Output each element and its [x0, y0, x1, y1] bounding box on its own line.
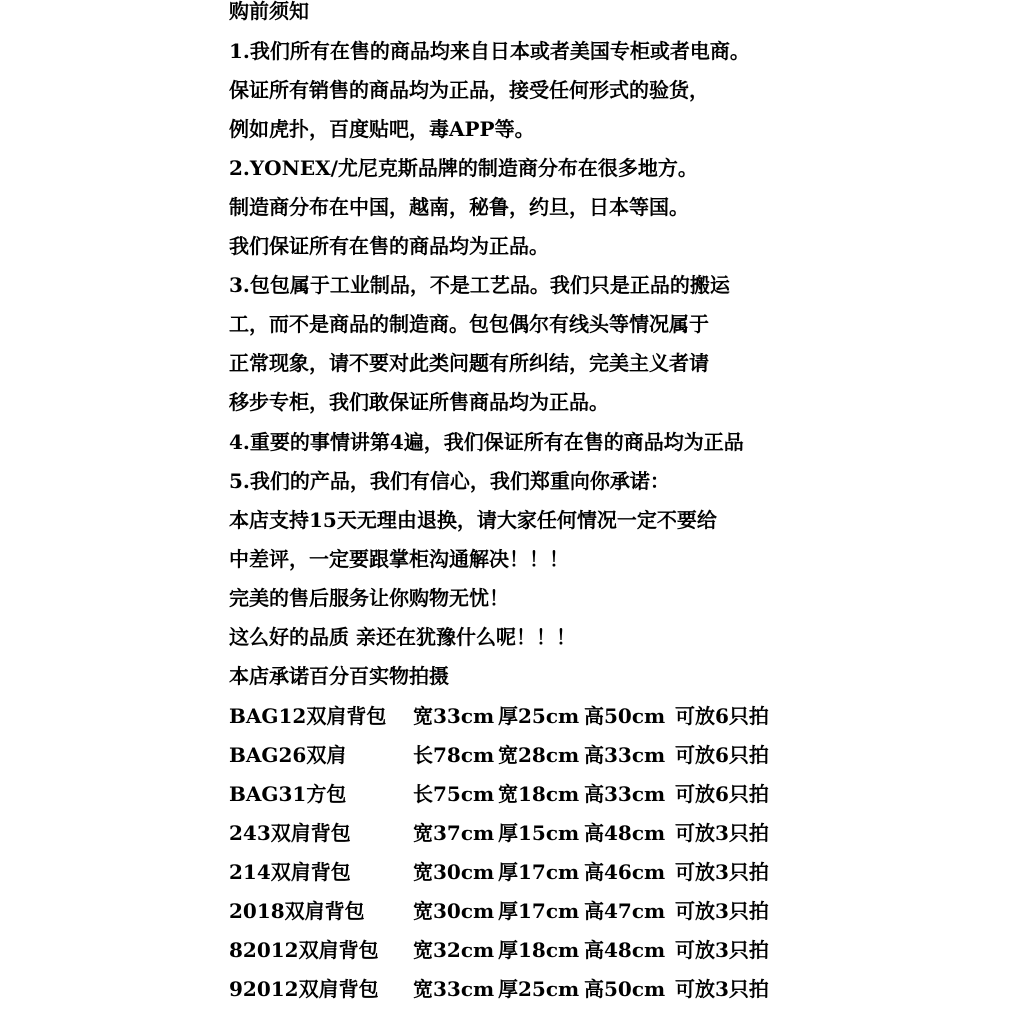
spec-dimension: 高50cm [584, 977, 666, 1001]
spec-row [229, 814, 1024, 853]
spec-dimension: 宽28cm [498, 743, 580, 767]
spec-model: BAG12双肩背包 [229, 704, 387, 728]
notice-title: 购前须知 [229, 0, 309, 23]
spec-row [229, 931, 1024, 970]
spec-dimension: 高48cm [584, 938, 666, 962]
notice-line: 例如虎扑，百度贴吧，毒APP等。 [229, 117, 535, 141]
spec-model: 2018双肩背包 [229, 899, 365, 923]
spec-dimension: 高33cm [584, 782, 666, 806]
spec-model: 243双肩背包 [229, 821, 351, 845]
notice-line: 这么好的品质 亲还在犹豫什么呢！！！ [229, 625, 576, 649]
spec-dimension: 长78cm [413, 743, 495, 767]
spec-dimension: 高33cm [584, 743, 666, 767]
spec-row [229, 736, 1024, 775]
notice-line: 工，而不是商品的制造商。包包偶尔有线头等情况属于 [229, 312, 709, 336]
spec-dimension: 厚25cm [498, 977, 580, 1001]
notice-line: 5.我们的产品，我们有信心，我们郑重向你承诺： [229, 469, 670, 493]
spec-dimension: 宽33cm [413, 704, 495, 728]
notice-line: 完美的售后服务让你购物无忧！ [229, 586, 509, 610]
spec-row [229, 970, 1024, 1009]
spec-capacity: 可放3只拍 [675, 899, 769, 923]
spec-row [229, 892, 1024, 931]
spec-dimension: 厚17cm [498, 899, 580, 923]
spec-dimension: 厚15cm [498, 821, 580, 845]
spec-dimension: 高48cm [584, 821, 666, 845]
spec-dimension: 高46cm [584, 860, 666, 884]
spec-model: 82012双肩背包 [229, 938, 379, 962]
notice-line: 4.重要的事情讲第4遍，我们保证所有在售的商品均为正品 [229, 430, 744, 454]
spec-dimension: 宽37cm [413, 821, 495, 845]
notice-document [229, 0, 1024, 1024]
spec-capacity: 可放6只拍 [675, 782, 769, 806]
spec-dimension: 宽18cm [498, 782, 580, 806]
spec-dimension: 宽33cm [413, 977, 495, 1001]
notice-line: 保证所有销售的商品均为正品，接受任何形式的验货， [229, 78, 709, 102]
notice-line: 正常现象，请不要对此类问题有所纠结，完美主义者请 [229, 351, 709, 375]
notice-line: 我们保证所有在售的商品均为正品。 [229, 234, 549, 258]
spec-dimension: 厚17cm [498, 860, 580, 884]
spec-dimension: 厚25cm [498, 704, 580, 728]
spec-model: 92012双肩背包 [229, 977, 379, 1001]
notice-line: 3.包包属于工业制品，不是工艺品。我们只是正品的搬运 [229, 273, 730, 297]
spec-capacity: 可放3只拍 [675, 938, 769, 962]
spec-model: BAG31方包 [229, 782, 347, 806]
spec-capacity: 可放3只拍 [675, 977, 769, 1001]
notice-line: 移步专柜，我们敢保证所售商品均为正品。 [229, 390, 609, 414]
spec-capacity: 可放6只拍 [675, 743, 769, 767]
notice-line: 制造商分布在中国，越南，秘鲁，约旦，日本等国。 [229, 195, 689, 219]
notice-line: 中差评，一定要跟掌柜沟通解决！！！ [229, 547, 569, 571]
spec-capacity: 可放3只拍 [675, 860, 769, 884]
spec-row [229, 697, 1024, 736]
spec-model: 214双肩背包 [229, 860, 351, 884]
spec-dimension: 宽30cm [413, 899, 495, 923]
spec-model: BAG26双肩 [229, 743, 347, 767]
spec-dimension: 厚18cm [498, 938, 580, 962]
spec-row [229, 775, 1024, 814]
notice-line: 2.YONEX/尤尼克斯品牌的制造商分布在很多地方。 [229, 156, 698, 180]
notice-line: 本店承诺百分百实物拍摄 [229, 664, 449, 688]
notice-line: 1.我们所有在售的商品均来自日本或者美国专柜或者电商。 [229, 39, 750, 63]
spec-capacity: 可放6只拍 [675, 704, 769, 728]
spec-capacity: 可放3只拍 [675, 821, 769, 845]
spec-dimension: 高50cm [584, 704, 666, 728]
notice-line: 本店支持15天无理由退换，请大家任何情况一定不要给 [229, 508, 717, 532]
spec-dimension: 高47cm [584, 899, 666, 923]
spec-dimension: 长75cm [413, 782, 495, 806]
spec-row [229, 853, 1024, 892]
spec-dimension: 宽30cm [413, 860, 495, 884]
spec-dimension: 宽32cm [413, 938, 495, 962]
